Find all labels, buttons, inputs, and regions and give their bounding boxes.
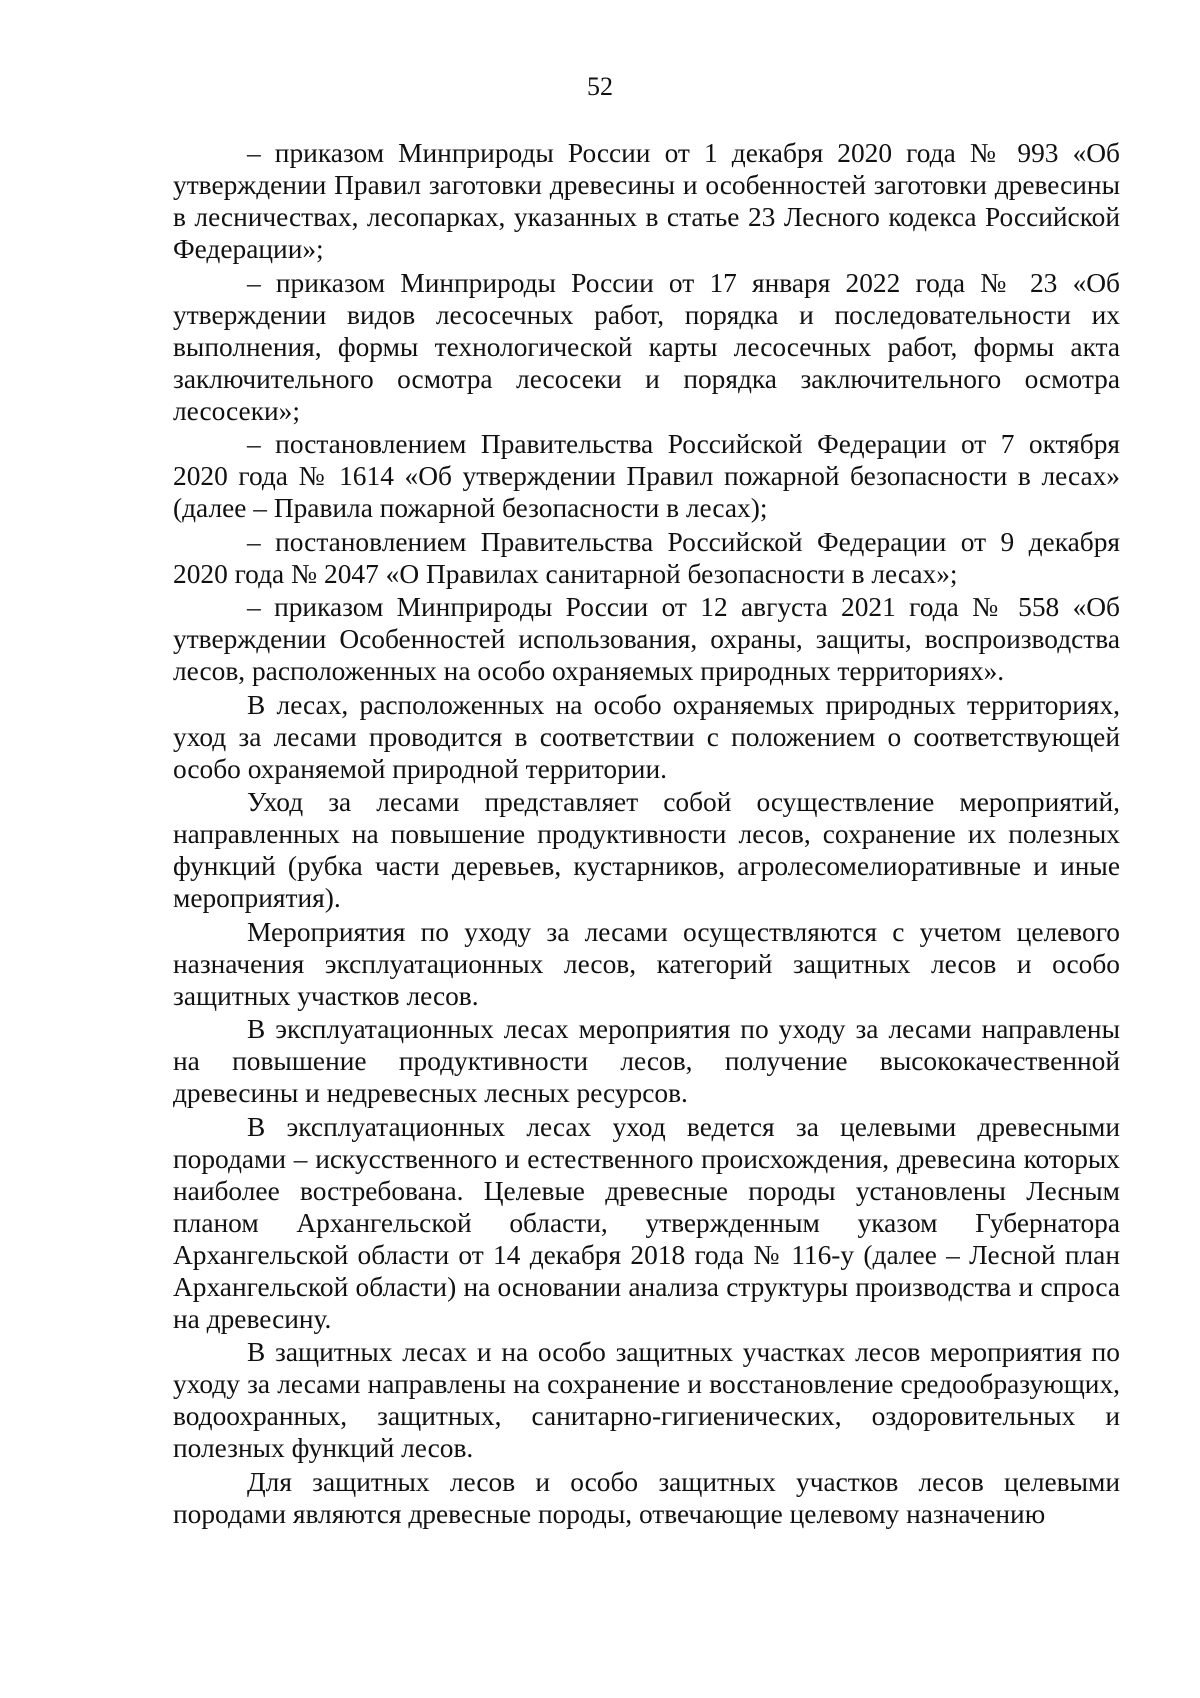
paragraph-order-23: – приказом Минприроды России от 17 января 2022 года № 23 «Об утверждении видов лесосечных работ, порядка и последовательности их выполнения, формы технологической карты лесосечных работ, формы акта заключительного осмотра лесосеки и порядка заключительного осмотра лесосеки»; bbox=[173, 267, 1120, 426]
paragraph-resolution-1614: – постановлением Правительства Российской Федерации от 7 октября 2020 года № 1614 «Об утверждении Правил пожарной безопасности в лесах» (далее – Правила пожарной безопасности в лесах); bbox=[173, 429, 1120, 523]
paragraph-order-558: – приказом Минприроды России от 12 августа 2021 года № 558 «Об утверждении Особенностей использования, охраны, защиты, воспроизводства лесов, расположенных на особо охраняемых природных территориях». bbox=[173, 592, 1120, 686]
paragraph-order-993: – приказом Минприроды России от 1 декабря 2020 года № 993 «Об утверждении Правил заготовки древесины и особенностей заготовки древесины в лесничествах, лесопарках, указанных в статье 23 Лесного кодекса Российской Федерации»; bbox=[173, 138, 1120, 264]
paragraph-protective-forests: В защитных лесах и на особо защитных участках лесов мероприятия по уходу за лесами направлены на сохранение и восстановление средообразующих, водоохранных, защитных, санитарно-гигиенических, оздоровительных и полезных функций лесов. bbox=[173, 1337, 1120, 1463]
paragraph-care-measures: Мероприятия по уходу за лесами осуществляются с учетом целевого назначения эксплуатационных лесов, категорий защитных лесов и особо защитных участков лесов. bbox=[173, 916, 1120, 1011]
page-number: 52 bbox=[587, 72, 613, 101]
document-body bbox=[173, 137, 1120, 1531]
paragraph-protective-target-species: Для защитных лесов и особо защитных участков лесов целевыми породами являются древесные породы, отвечающие целевому назначению bbox=[173, 1466, 1120, 1529]
paragraph-resolution-2047: – постановлением Правительства Российской Федерации от 9 декабря 2020 года № 2047 «О Правилах санитарной безопасности в лесах»; bbox=[173, 526, 1120, 589]
paragraph-exploitation-forests: В эксплуатационных лесах мероприятия по уходу за лесами направлены на повышение продуктивности лесов, получение высококачественной древесины и недревесных лесных ресурсов. bbox=[173, 1014, 1120, 1108]
paragraph-protected-territories: В лесах, расположенных на особо охраняемых природных территориях, уход за лесами проводится в соответствии с положением о соответствующей особо охраняемой природной территории. bbox=[173, 689, 1120, 784]
paragraph-forest-care-definition: Уход за лесами представляет собой осуществление мероприятий, направленных на повышение продуктивности лесов, сохранение их полезных функций (рубка части деревьев, кустарников, агролесомелиоративные и иные мероприятия). bbox=[173, 787, 1120, 913]
paragraph-target-species: В эксплуатационных лесах уход ведется за целевыми древесными породами – искусственного и естественного происхождения, древесина которых наиболее востребована. Целевые древесные породы установлены Лесным планом Архангельской области, утвержденным указом Губернатора Архангельской области от 14 декабря 2018 года № 116-у (далее – Лесной план Архангельской области) на основании анализа структуры производства и спроса на древесину. bbox=[173, 1111, 1120, 1334]
